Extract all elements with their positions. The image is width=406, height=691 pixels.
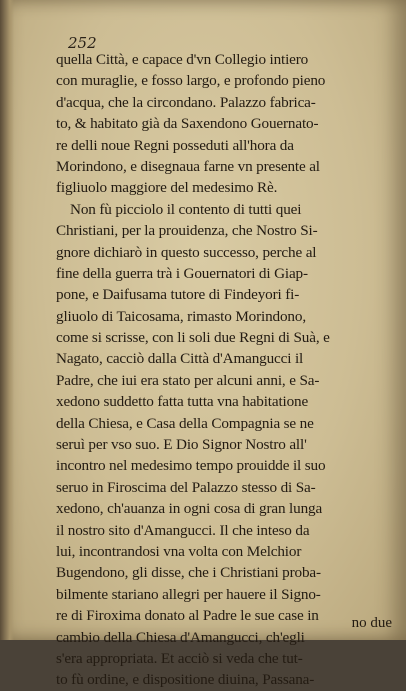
text-line: xedono, ch'auanza in ogni cosa di gran lunga <box>56 500 323 518</box>
text-line: Morindono, e disegnaua farne vn presente al <box>56 157 320 175</box>
text-line: il nostro sito d'Amangucci. Il che inteso da <box>56 521 310 539</box>
text-line: come si scrisse, con li soli due Regni di Suà, e <box>56 329 330 347</box>
body-text <box>56 49 394 691</box>
text-line: seruì per vso suo. E Dio Signor Nostro all' <box>56 436 307 454</box>
text-line: gnore dichiarò in questo successo, perche al <box>56 243 317 261</box>
text-line: Nagato, cacciò dalla Città d'Amangucci il <box>56 350 304 368</box>
text-line: bilmente stariano allegri per hauere il Signo- <box>56 585 321 603</box>
text-line: xedono suddetto fatta tutta vna habitatione <box>56 393 309 411</box>
text-line: re delli noue Regni posseduti all'hora da <box>56 136 294 154</box>
text-line: con muraglie, e fosso largo, e profondo pieno <box>56 72 326 90</box>
text-line: seruo in Firoscima del Palazzo stesso di Sa- <box>56 478 316 496</box>
page-number: 252 <box>68 34 97 52</box>
text-line: d'acqua, che la circondano. Palazzo fabrica- <box>56 93 316 111</box>
text-line: to, & habitato già da Saxendono Gouernato- <box>56 115 319 133</box>
page-gutter-shadow <box>0 0 14 640</box>
text-line: re di Firoxima donato al Padre le sue case in <box>56 607 319 625</box>
text-line: quella Città, e capace d'vn Collegio intiero <box>56 51 309 68</box>
text-line: figliuolo maggiore del medesimo Rè. <box>56 179 278 197</box>
catchword: no due <box>351 615 392 631</box>
text-line: s'era appropriata. Et acciò si veda che tut- <box>56 649 303 667</box>
text-line: della Chiesa, e Casa della Compagnia se ne <box>56 414 314 432</box>
text-line: cambio della Chiesa d'Amangucci, ch'egli <box>56 628 305 646</box>
text-line: to fù ordine, e dispositione diuina, Passana- <box>56 671 315 689</box>
text-line: Christiani, per la prouidenza, che Nostro Si- <box>56 222 318 240</box>
text-line: Bugendono, gli disse, che i Christiani proba- <box>56 564 321 582</box>
text-line: gliuolo di Taicosama, rimasto Morindono, <box>56 307 306 325</box>
text-line: Padre, che iui era stato per alcuni anni, e Sa- <box>56 371 320 389</box>
paragraph-start-line: Non fù picciolo il contento di tutti quei <box>70 200 302 218</box>
text-line: lui, incontrandosi vna volta con Melchior <box>56 542 302 560</box>
text-line: incontro nel medesimo tempo prouidde il suo <box>56 457 326 475</box>
text-line: pone, e Daifusama tutore di Findeyori fi- <box>56 286 300 304</box>
text-line: fine della guerra trà i Gouernatori di Giap- <box>56 264 308 282</box>
